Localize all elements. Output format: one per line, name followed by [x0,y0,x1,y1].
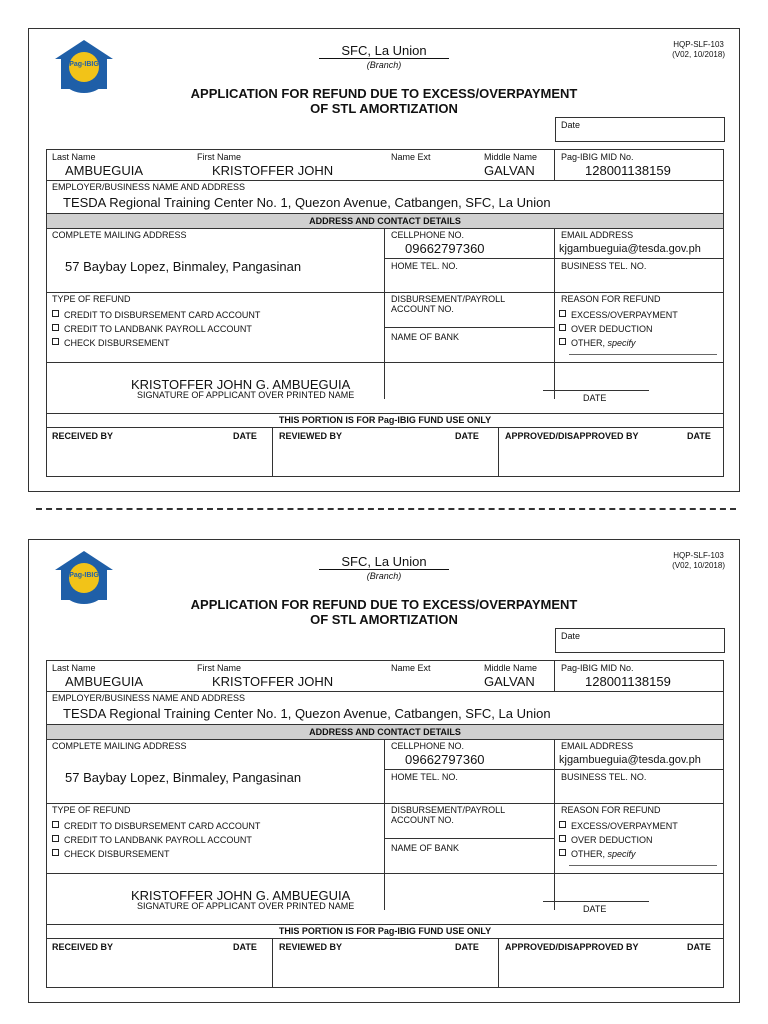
last-name-field[interactable]: AMBUEGUIA [65,163,144,178]
signature-date-label: DATE [583,393,607,403]
reviewed-date-label: DATE [455,431,479,441]
middle-name-field[interactable]: GALVAN [484,674,535,689]
type-of-refund-label: TYPE OF REFUND [52,805,131,815]
refund-option-landbank-payroll[interactable]: CREDIT TO LANDBANK PAYROLL ACCOUNT [52,324,252,334]
reviewed-by-label: REVIEWED BY [279,942,343,952]
checkbox-icon[interactable] [52,310,59,317]
date-field[interactable] [555,628,725,653]
form-code-id: HQP-SLF-103 [673,551,724,560]
form-version: (V02, 10/2018) [672,50,725,59]
mailing-address-label: COMPLETE MAILING ADDRESS [52,230,187,240]
title-line-1: APPLICATION FOR REFUND DUE TO EXCESS/OVERPAYMENT [190,597,578,612]
cellphone-label: CELLPHONE NO. [391,230,465,240]
cut-line [36,508,736,510]
email-label: EMAIL ADDRESS [561,230,634,240]
form-title [119,86,649,116]
first-name-field[interactable]: KRISTOFFER JOHN [212,163,334,178]
type-of-refund-label: TYPE OF REFUND [52,294,131,304]
cellphone-field[interactable]: 09662797360 [405,241,485,256]
address-contact-banner: ADDRESS AND CONTACT DETAILS [47,214,723,228]
first-name-label: First Name [197,663,242,673]
mid-no-field[interactable]: 128001138159 [585,163,671,178]
refund-form-copy-2 [28,539,740,1003]
reason-option-other[interactable]: OTHER, specify [559,338,636,348]
name-ext-label: Name Ext [391,152,431,162]
logo-text: Pag-IBIG [69,572,99,579]
mailing-address-field[interactable]: 57 Baybay Lopez, Binmaley, Pangasinan [65,770,302,785]
mailing-address-label: COMPLETE MAILING ADDRESS [52,741,187,751]
reason-option-other[interactable]: OTHER, specify [559,849,636,859]
branch-name: SFC, La Union [319,554,449,570]
checkbox-icon[interactable] [52,835,59,842]
received-by-label: RECEIVED BY [52,431,114,441]
cellphone-label: CELLPHONE NO. [391,741,465,751]
branch-label: (Branch) [366,571,402,581]
approved-by-label: APPROVED/DISAPPROVED BY [505,431,639,441]
name-of-bank-label: NAME OF BANK [391,843,460,853]
fund-use-banner: THIS PORTION IS FOR Pag-IBIG FUND USE ONLY [278,415,492,425]
middle-name-field[interactable]: GALVAN [484,163,535,178]
reviewed-by-label: REVIEWED BY [279,431,343,441]
title-line-1: APPLICATION FOR REFUND DUE TO EXCESS/OVERPAYMENT [190,86,578,101]
approved-date-label: DATE [687,431,711,441]
reason-option-excess[interactable]: EXCESS/OVERPAYMENT [559,310,678,320]
received-date-label: DATE [233,942,257,952]
printed-name-field[interactable]: KRISTOFFER JOHN G. AMBUEGUIA [131,888,351,903]
middle-name-label: Middle Name [484,152,538,162]
mid-no-label: Pag-IBIG MID No. [561,663,634,673]
first-name-label: First Name [197,152,242,162]
form-code [672,40,725,60]
refund-option-disbursement-card[interactable]: CREDIT TO DISBURSEMENT CARD ACCOUNT [52,821,260,831]
date-label: Date [561,120,581,130]
approved-by-label: APPROVED/DISAPPROVED BY [505,942,639,952]
pagibig-logo-icon [49,37,119,93]
disbursement-account-label: DISBURSEMENT/PAYROLL ACCOUNT NO. [391,805,506,825]
checkbox-icon[interactable] [559,821,566,828]
signature-label: SIGNATURE OF APPLICANT OVER PRINTED NAME [137,390,355,400]
signature-label: SIGNATURE OF APPLICANT OVER PRINTED NAME [137,901,355,911]
refund-option-disbursement-card[interactable]: CREDIT TO DISBURSEMENT CARD ACCOUNT [52,310,260,320]
checkbox-icon[interactable] [52,324,59,331]
disbursement-account-label: DISBURSEMENT/PAYROLL ACCOUNT NO. [391,294,506,314]
home-tel-label: HOME TEL. NO. [391,772,458,782]
mid-no-field[interactable]: 128001138159 [585,674,671,689]
checkbox-icon[interactable] [559,324,566,331]
approved-date-label: DATE [687,942,711,952]
pagibig-logo-icon [49,548,119,604]
checkbox-icon[interactable] [559,338,566,345]
reviewed-date-label: DATE [455,942,479,952]
employer-label: EMPLOYER/BUSINESS NAME AND ADDRESS [52,182,246,192]
printed-name-field[interactable]: KRISTOFFER JOHN G. AMBUEGUIA [131,377,351,392]
received-by-label: RECEIVED BY [52,942,114,952]
email-field[interactable]: kjgambueguia@tesda.gov.ph [559,754,701,766]
employer-field[interactable]: TESDA Regional Training Center No. 1, Quezon Avenue, Catbangen, SFC, La Union [63,195,551,210]
last-name-field[interactable]: AMBUEGUIA [65,674,144,689]
refund-option-landbank-payroll[interactable]: CREDIT TO LANDBANK PAYROLL ACCOUNT [52,835,252,845]
cellphone-field[interactable]: 09662797360 [405,752,485,767]
signature-date-label: DATE [583,904,607,914]
reason-label: REASON FOR REFUND [561,294,661,304]
title-line-2: OF STL AMORTIZATION [310,101,458,116]
branch-name: SFC, La Union [319,43,449,59]
refund-option-check[interactable]: CHECK DISBURSEMENT [52,338,170,348]
date-label: Date [561,631,581,641]
form-grid [46,149,724,477]
checkbox-icon[interactable] [52,849,59,856]
checkbox-icon[interactable] [52,821,59,828]
last-name-label: Last Name [52,152,96,162]
form-grid [46,660,724,988]
fund-use-banner: THIS PORTION IS FOR Pag-IBIG FUND USE ONLY [278,926,492,936]
branch-label: (Branch) [366,60,402,70]
business-tel-label: BUSINESS TEL. NO. [561,772,647,782]
title-line-2: OF STL AMORTIZATION [310,612,458,627]
employer-label: EMPLOYER/BUSINESS NAME AND ADDRESS [52,693,246,703]
reason-option-over-deduction[interactable]: OVER DEDUCTION [559,324,653,334]
email-label: EMAIL ADDRESS [561,741,634,751]
name-ext-label: Name Ext [391,663,431,673]
received-date-label: DATE [233,431,257,441]
middle-name-label: Middle Name [484,663,538,673]
checkbox-icon[interactable] [52,338,59,345]
mailing-address-field[interactable]: 57 Baybay Lopez, Binmaley, Pangasinan [65,259,302,274]
reason-option-excess[interactable]: EXCESS/OVERPAYMENT [559,821,678,831]
employer-field[interactable]: TESDA Regional Training Center No. 1, Quezon Avenue, Catbangen, SFC, La Union [63,706,551,721]
first-name-field[interactable]: KRISTOFFER JOHN [212,674,334,689]
refund-form-copy-1 [28,28,740,492]
last-name-label: Last Name [52,663,96,673]
checkbox-icon[interactable] [559,310,566,317]
address-contact-banner: ADDRESS AND CONTACT DETAILS [47,725,723,739]
logo-text: Pag-IBIG [69,61,99,68]
form-title [119,597,649,627]
date-field[interactable] [555,117,725,142]
form-code [672,551,725,571]
form-version: (V02, 10/2018) [672,561,725,570]
checkbox-icon[interactable] [559,835,566,842]
reason-option-over-deduction[interactable]: OVER DEDUCTION [559,835,653,845]
reason-label: REASON FOR REFUND [561,805,661,815]
home-tel-label: HOME TEL. NO. [391,261,458,271]
checkbox-icon[interactable] [559,849,566,856]
business-tel-label: BUSINESS TEL. NO. [561,261,647,271]
name-of-bank-label: NAME OF BANK [391,332,460,342]
refund-option-check[interactable]: CHECK DISBURSEMENT [52,849,170,859]
mid-no-label: Pag-IBIG MID No. [561,152,634,162]
email-field[interactable]: kjgambueguia@tesda.gov.ph [559,243,701,255]
form-code-id: HQP-SLF-103 [673,40,724,49]
